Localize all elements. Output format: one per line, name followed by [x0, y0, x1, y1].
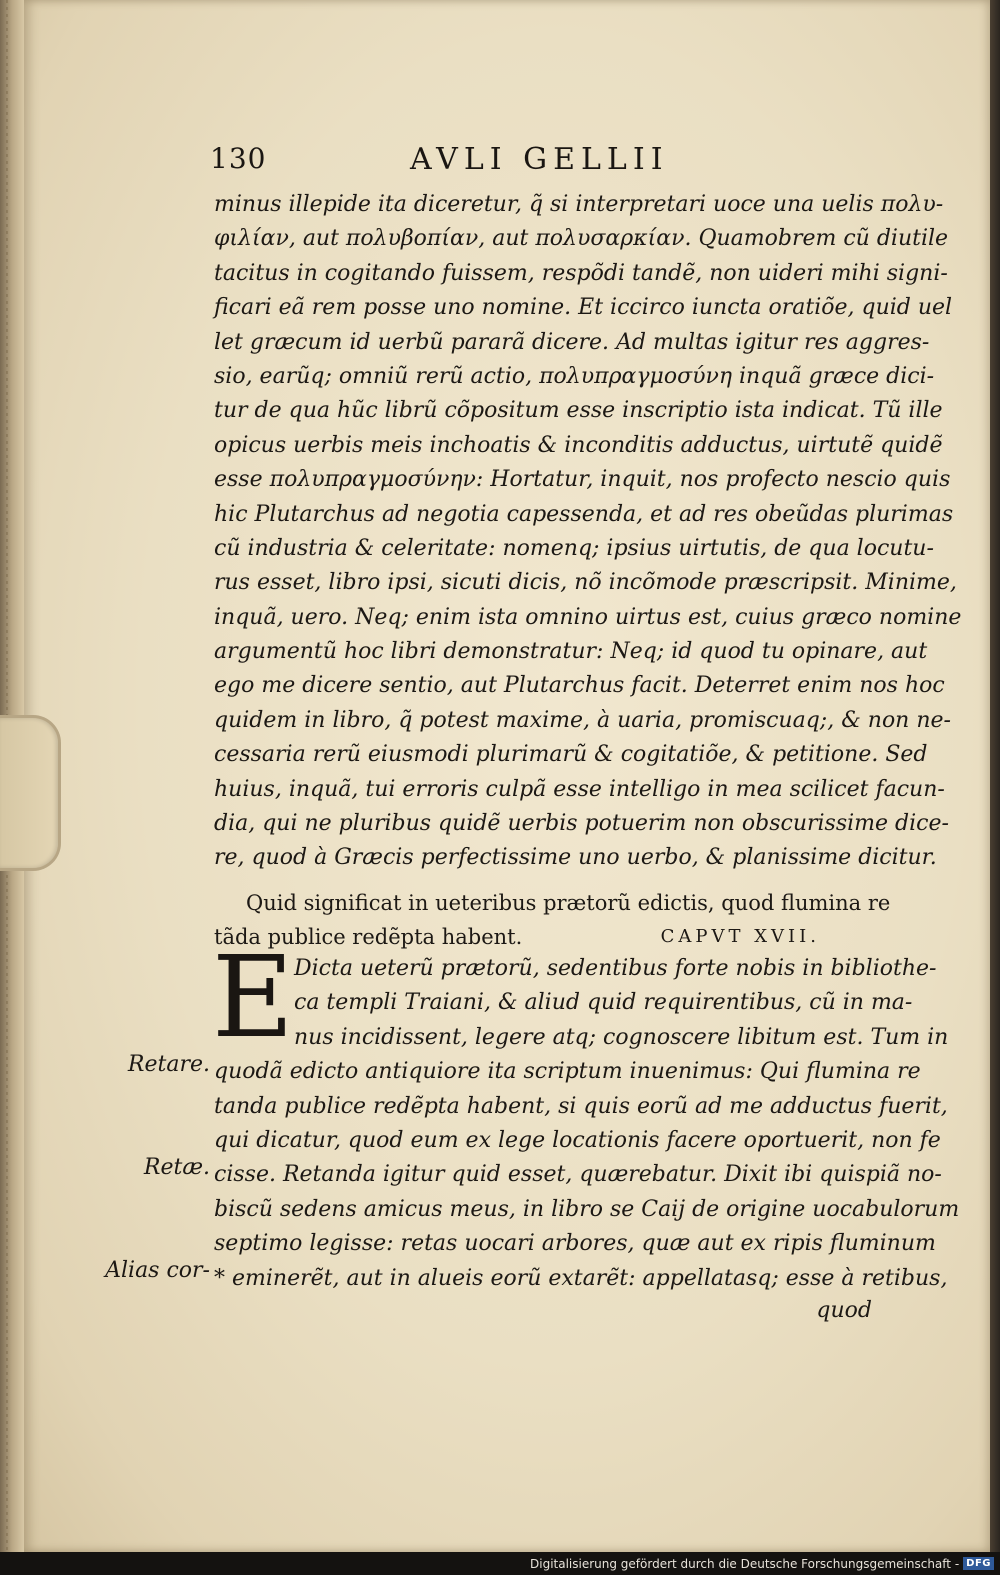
text-line: cisse. Retanda igitur quid esset, quærebatur. Dixit ibi quispiã no-	[214, 1162, 942, 1188]
book-clasp	[0, 715, 61, 871]
text-line: minus illepide ita diceretur, q̃ si interpretari uoce una uelis πολυ-	[214, 192, 944, 217]
margin-note: Retæ.	[143, 1155, 210, 1180]
chapter-heading	[214, 886, 891, 954]
text-line: * eminerẽt, aut in alueis eorũ extarẽt: appellatasq; esse à retibus,	[214, 1265, 948, 1291]
text-line: φιλίαν, aut πολυβοπίαν, aut πολυσαρκίαν. Quamobrem cũ diutile	[214, 226, 949, 252]
footer-credit: Digitalisierung gefördert durch die Deutsche Forschungsgemeinschaft -	[530, 1556, 960, 1571]
text-line: ficari eã rem posse uno nomine. Et iccirco iuncta oratiõe, quid uel	[214, 295, 953, 321]
text-line: qui dicatur, quod eum ex lege locationis facere oportuerit, non fe	[214, 1127, 941, 1153]
text-line: let græcum id uerbũ pararã dicere. Ad multas igitur res aggres-	[214, 329, 930, 355]
text-line: esse πολυπραγμοσύνην: Hortatur, inquit, nos profecto nescio quis	[214, 467, 951, 493]
catchword: quod	[816, 1298, 872, 1323]
text-line: nus incidissent, legere atq; cognoscere libitum est. Tum in	[294, 1024, 949, 1050]
text-line: sio, earũq; omniũ rerũ actio, πολυπραγμοσύνη inquã græce dici-	[214, 363, 935, 389]
text-line: cessaria rerũ eiusmodi plurimarũ & cogitatiõe, & petitione. Sed	[214, 742, 928, 768]
chapter-heading-line-2	[214, 920, 874, 954]
drop-cap-initial: E	[212, 933, 294, 1063]
page-number: 130	[210, 142, 267, 175]
text-line: huius, inquã, tui erroris culpã esse intelligo in mea scilicet facun-	[214, 776, 945, 802]
text-line: biscũ sedens amicus meus, in libro se Caij de origine uocabulorum	[214, 1196, 960, 1222]
text-line: septimo legisse: retas uocari arbores, quæ aut ex ripis fluminum	[214, 1231, 936, 1257]
text-line: Dicta ueterũ prætorũ, sedentibus forte nobis in bibliothe-	[294, 956, 937, 981]
text-line: ego me dicere sentio, aut Plutarchus facit. Deterret enim nos hoc	[214, 673, 945, 699]
margin-note: Alias cor-	[105, 1258, 210, 1283]
text-line: cũ industria & celeritate: nomenq; ipsius uirtutis, de qua locutu-	[214, 535, 934, 561]
text-line: hic Plutarchus ad negotia capessenda, et ad res obeũdas plurimas	[214, 501, 954, 527]
text-line: quidem in libro, q̃ potest maxime, à uaria, promiscuaq;, & non ne-	[214, 707, 951, 733]
text-line: dia, qui ne pluribus quidẽ uerbis potuerim non obscurissime dice-	[214, 811, 949, 837]
text-line: argumentũ hoc libri demonstratur: Neq; id quod tu opinare, aut	[214, 639, 928, 665]
text-line: quodã edicto antiquiore ita scriptum inuenimus: Qui flumina re	[214, 1059, 921, 1085]
text-line: ca templi Traiani, & aliud quid requirentibus, cũ in ma-	[294, 990, 913, 1016]
chapter-heading-text: tãda publice redẽpta habent.	[214, 925, 523, 949]
text-line: tacitus in cogitando fuissem, respõdi tandẽ, non uideri mihi signi-	[214, 260, 948, 286]
text-block-main	[214, 188, 962, 876]
text-block-chapter	[214, 952, 960, 1296]
text-line: tanda publice redẽpta habent, si quis eorũ ad me adductus fuerit,	[214, 1093, 948, 1119]
chapter-number: CAPVT XVII.	[660, 926, 820, 947]
running-head	[210, 142, 870, 182]
text-line: rus esset, libro ipsi, sicuti dicis, nõ incõmode præscripsit. Minime,	[214, 570, 957, 596]
text-line: inquã, uero. Neq; enim ista omnino uirtus est, cuius græco nomine	[214, 604, 962, 630]
digitization-footer	[0, 1552, 1000, 1575]
text-line: re, quod à Græcis perfectissime uno uerbo, & planissime dicitur.	[214, 845, 937, 871]
chapter-heading-line: Quid significat in ueteribus prætorũ edictis, quod flumina re	[246, 891, 891, 915]
running-title: AVLI GELLII	[410, 142, 669, 177]
text-line: tur de qua hũc librũ cõpositum esse inscriptio ista indicat. Tũ ille	[214, 398, 943, 424]
book-cover-edge	[990, 0, 1000, 1552]
text-line: opicus uerbis meis inchoatis & inconditis adductus, uirtutẽ quidẽ	[214, 432, 943, 458]
margin-note: Retare.	[127, 1052, 210, 1077]
dfg-logo-icon: DFG	[963, 1557, 994, 1570]
